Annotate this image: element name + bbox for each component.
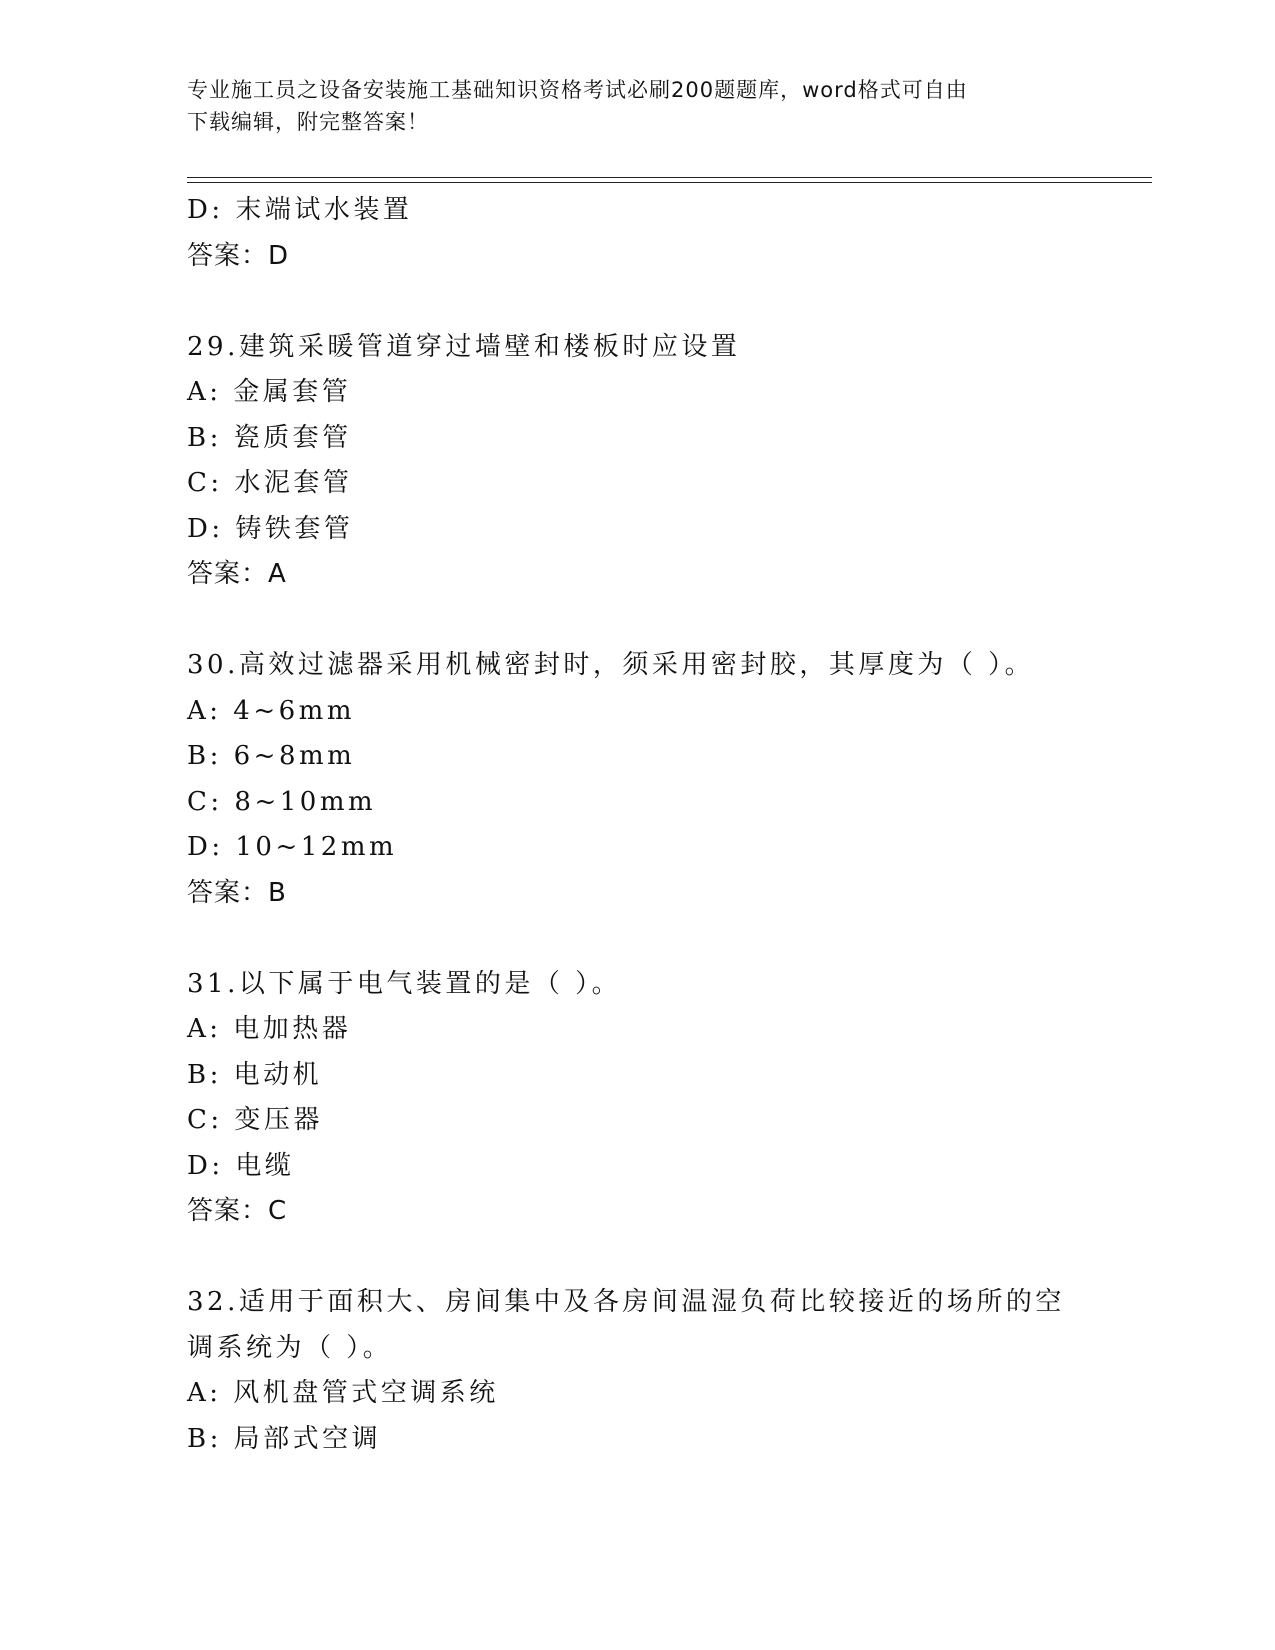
option-a: A: 金属套管 — [187, 377, 352, 407]
header-divider-bottom — [187, 182, 1152, 183]
carryover-answer: 答案：D — [187, 240, 290, 271]
spacer — [187, 598, 1087, 644]
header-line-2: 下载编辑，附完整答案！ — [187, 110, 429, 134]
option-b: B: 局部式空调 — [187, 1423, 382, 1454]
option-b: B: 瓷质套管 — [187, 422, 352, 453]
option-c: C: 变压器 — [187, 1105, 323, 1135]
question-30 — [187, 643, 1087, 916]
spacer — [187, 916, 1087, 962]
question-stem: 30.高效过滤器采用机械密封时，须采用密封胶，其厚度为（ ）。 — [187, 650, 1035, 680]
option-c: C: 水泥套管 — [187, 468, 353, 498]
header-divider-top — [187, 177, 1152, 178]
header-line-1: 专业施工员之设备安装施工基础知识资格考试必刷200题题库，word格式可自由 — [187, 78, 968, 102]
answer: 答案：B — [187, 877, 287, 908]
option-d: D: 10~12mm — [187, 832, 398, 862]
question-stem: 32.适用于面积大、房间集中及各房间温湿负荷比较接近的场所的空调系统为（ ）。 — [187, 1287, 1065, 1363]
option-a: A: 电加热器 — [187, 1014, 352, 1044]
option-d: D: 铸铁套管 — [187, 513, 354, 544]
document-header — [187, 74, 1087, 138]
question-content — [187, 188, 1087, 1462]
spacer — [187, 1235, 1087, 1281]
answer: 答案：A — [187, 559, 287, 589]
answer: 答案：C — [187, 1196, 288, 1226]
option-b: B: 6~8mm — [187, 741, 356, 771]
carryover-option-d: D: 末端试水装置 — [187, 195, 413, 225]
option-c: C: 8~10mm — [187, 786, 377, 817]
option-d: D: 电缆 — [187, 1150, 295, 1181]
option-a: A: 4~6mm — [187, 695, 355, 726]
question-29 — [187, 325, 1087, 598]
option-b: B: 电动机 — [187, 1059, 323, 1090]
spacer — [187, 279, 1087, 325]
question-31 — [187, 962, 1087, 1235]
question-32 — [187, 1280, 1087, 1462]
question-stem: 29.建筑采暖管道穿过墙壁和楼板时应设置 — [187, 331, 741, 362]
question-stem: 31.以下属于电气装置的是（ ）。 — [187, 968, 622, 999]
option-a: A: 风机盘管式空调系统 — [187, 1378, 499, 1408]
